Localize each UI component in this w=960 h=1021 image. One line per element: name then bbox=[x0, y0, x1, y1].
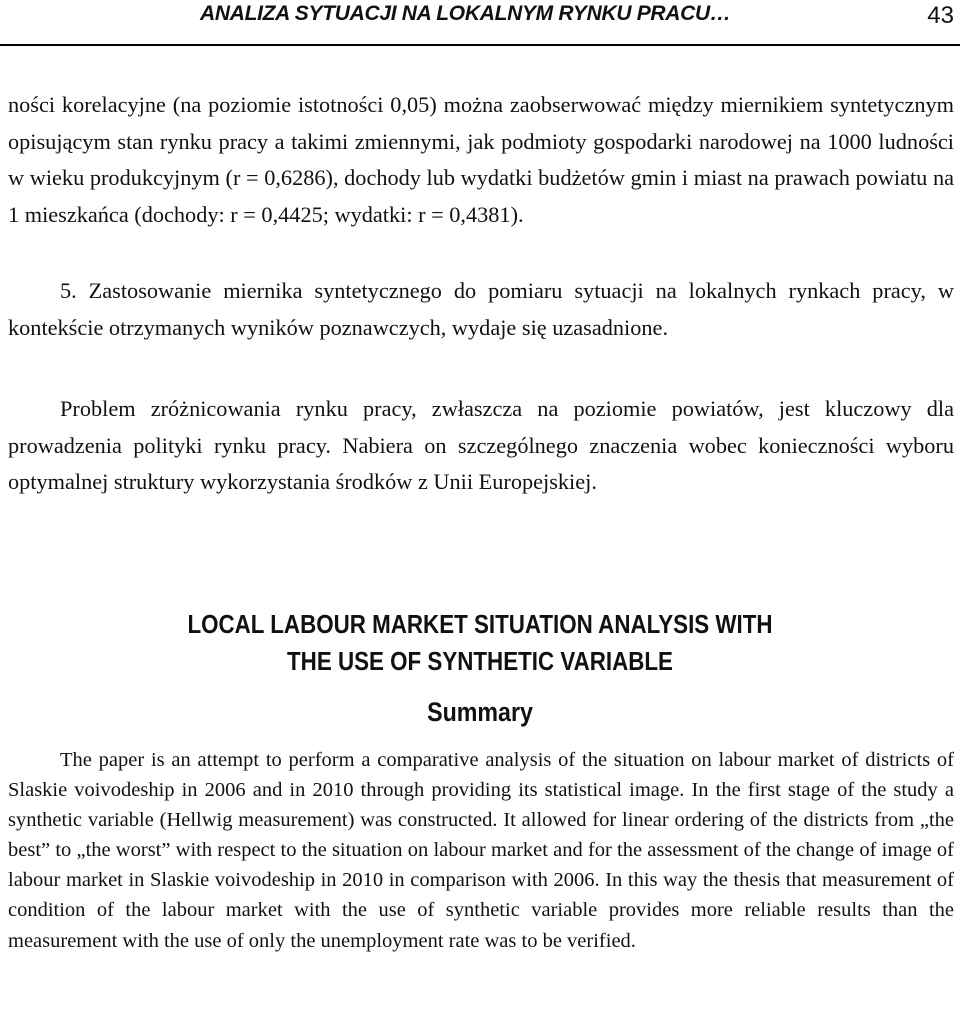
page-number: 43 bbox=[927, 2, 954, 29]
paragraph-problem: Problem zróżnicowania rynku pracy, zwłaszcza na poziomie powiatów, jest kluczowy dla prowadzenia polityki rynku pracy. Nabiera on szczególnego znaczenia wobec konieczności wyboru optymalnej struktury wykorzystania środków z Unii Europejskiej. bbox=[8, 396, 954, 495]
page-header bbox=[0, 0, 960, 46]
english-title-line-1: LOCAL LABOUR MARKET SITUATION ANALYSIS WITH bbox=[187, 609, 773, 639]
summary-heading: Summary bbox=[427, 697, 533, 727]
running-title: ANALIZA SYTUACJI NA LOKALNYM RYNKU PRACU… bbox=[200, 2, 731, 25]
summary-text: The paper is an attempt to perform a comparative analysis of the situation on labour market of districts of Slaskie voivodeship in 2006 and in 2010 through providing its statistical image. In the first stage of the study a synthetic variable (Hellwig measurement) was constructed. It allowed for linear ordering of the districts from „the best” to „the worst” with respect to the situation on labour market and for the assessment of the change of image of labour market in Slaskie voivodeship in 2010 in comparison with 2006. In this way the thesis that measurement of condition of the labour market with the use of synthetic variable provides more reliable results than the measurement with the use of only the unemployment rate was to be verified. bbox=[8, 749, 954, 952]
english-title-line-2: THE USE OF SYNTHETIC VARIABLE bbox=[287, 646, 673, 676]
paragraph-conclusion-5: 5. Zastosowanie miernika syntetycznego do pomiaru sytuacji na lokalnych rynkach pracy, w kontekście otrzymanych wyników poznawczych, wydaje się uzasadnione. bbox=[8, 278, 954, 340]
paragraph-correlation: ności korelacyjne (na poziomie istotności 0,05) można zaobserwować między miernikiem syntetycznym opisującym stan rynku pracy a takimi zmiennymi, jak podmioty gospodarki narodowej na 1000 ludności w wieku produkcyjnym (r = 0,6286), dochody lub wydatki budżetów gmin i miast na prawach powiatu na 1 mieszkańca (dochody: r = 0,4425; wydatki: r = 0,4381). bbox=[8, 92, 954, 227]
